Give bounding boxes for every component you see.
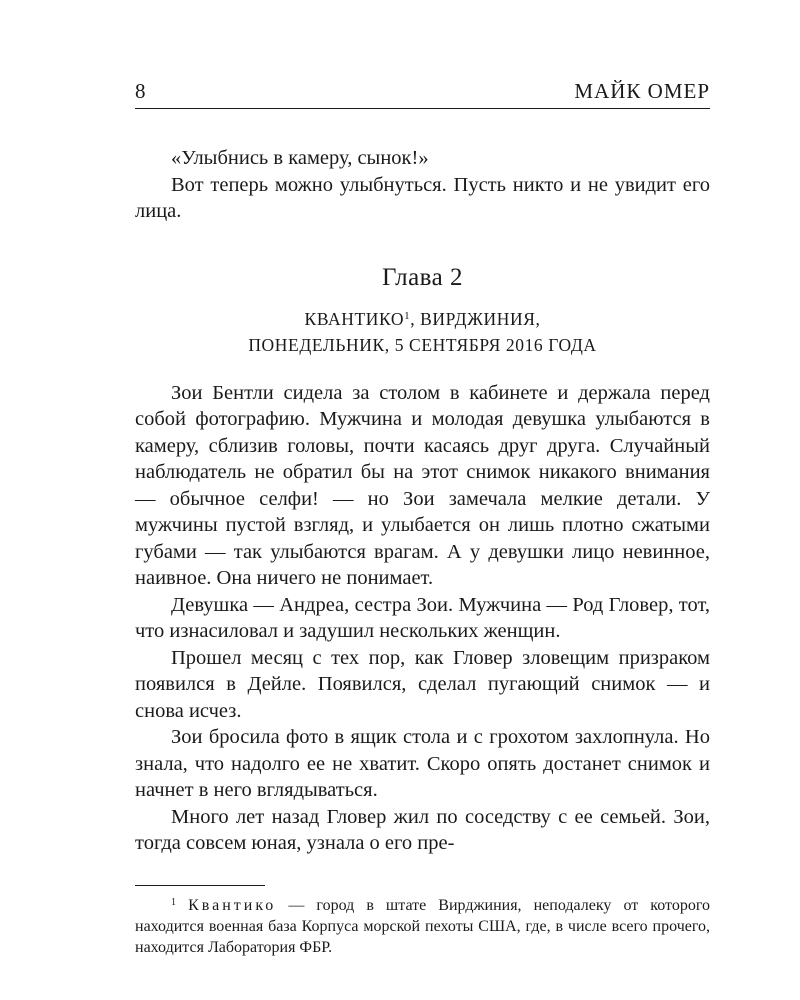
footnote-mark: 1: [171, 896, 176, 908]
body-paragraph: Девушка — Андреа, сестра Зои. Мужчина — Род Гловер, тот, что изнасиловал и задушил нескольких женщин.: [135, 593, 710, 642]
footnote-term: Квантико: [188, 896, 277, 914]
footnote-divider: [135, 885, 265, 886]
footnote: [135, 892, 710, 958]
footnote-text: — город в штате Вирджиния, неподалеку от которого находится военная база Корпуса морской пехоты США, где, в числе всего прочего, находится Лаборатория ФБР.: [135, 896, 711, 956]
chapter-location: [135, 303, 710, 358]
footnote-reference[interactable]: 1: [404, 309, 411, 322]
intro-paragraph: «Улыбнись в камеру, сынок!»: [171, 147, 429, 169]
body-paragraph: Зои бросила фото в ящик стола и с грохотом захлопнула. Но знала, что надолго ее не хватит. Скоро опять достанет снимок и начнет в него вглядываться.: [135, 726, 710, 801]
running-header: [135, 78, 710, 109]
intro-text: [135, 145, 710, 225]
book-page: [135, 78, 710, 958]
intro-paragraph: Вот теперь можно улыбнуться. Пусть никто и не увидит его лица.: [135, 173, 710, 222]
location-state: , ВИРДЖИНИЯ,: [410, 308, 541, 329]
body-paragraph: Прошел месяц с тех пор, как Гловер зловещим призраком появился в Дейле. Появился, сделал пугающий снимок — и снова исчез.: [135, 646, 710, 722]
location-line-1: [135, 303, 710, 332]
page-number: 8: [135, 79, 146, 103]
location-line-2: ПОНЕДЕЛЬНИК, 5 СЕНТЯБРЯ 2016 ГОДА: [248, 334, 597, 355]
chapter-text: [135, 380, 710, 857]
body-paragraph: Зои Бентли сидела за столом в кабинете и держала перед собой фотографию. Мужчина и молодая девушка улыбаются в камеру, сблизив головы, почти касаясь друг друга. Случайный наблюдатель не обратил бы на этот снимок никакого внимания — обычное селфи! — но Зои замечала мелкие детали. У мужчины пустой взгляд, и улыбается он лишь плотно сжатыми губами — так улыбаются врагам. А у девушки лицо невинное, наивное. Она ничего не понимает.: [135, 381, 710, 589]
chapter-title: Глава 2: [382, 263, 463, 291]
body-paragraph: Много лет назад Гловер жил по соседству с ее семьей. Зои, тогда совсем юная, узнала о его пре-: [135, 805, 710, 854]
running-head-author: МАЙК ОМЕР: [574, 79, 710, 103]
location-place: КВАНТИКО: [304, 308, 405, 329]
